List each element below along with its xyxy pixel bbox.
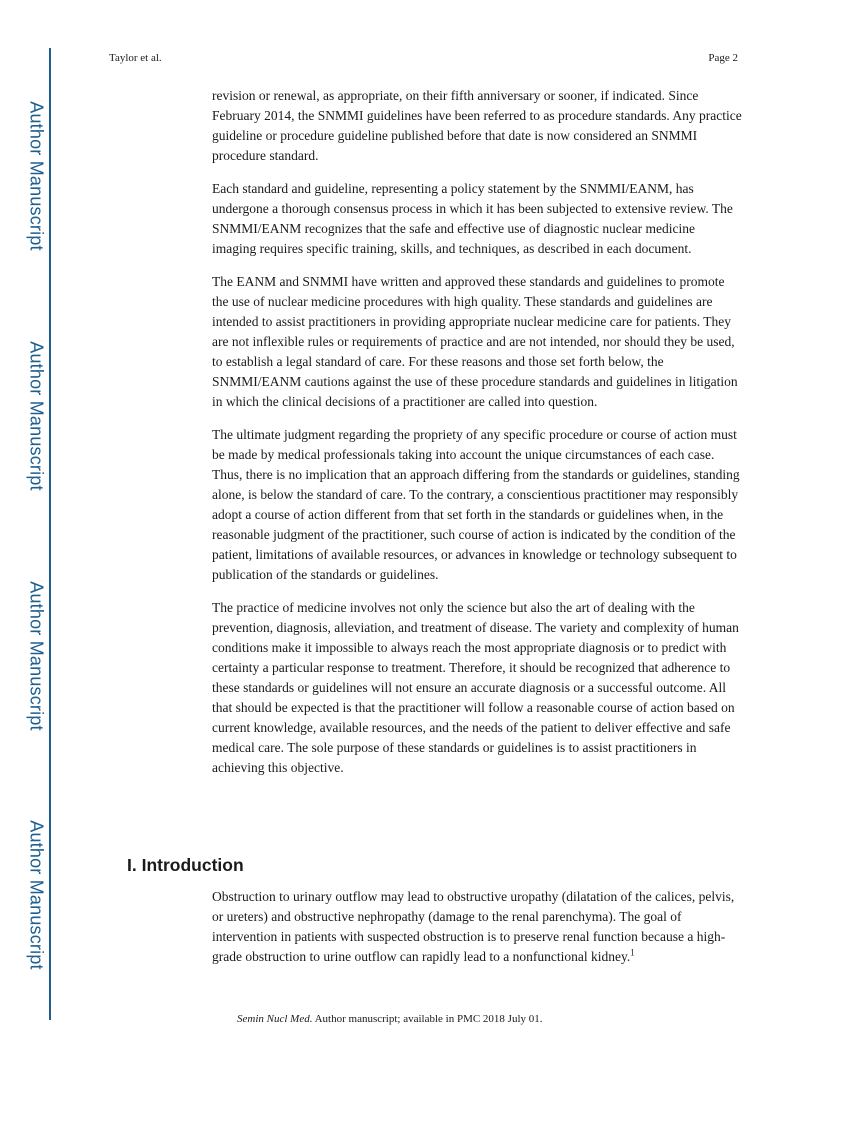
paragraph: Each standard and guideline, representing a policy statement by the SNMMI/EANM, has undergone a thorough consensus process in which it has been subjected to extensive review. The SNMMI/EANM recognizes that the safe and effective use of diagnostic nuclear medicine imaging requires specific training, skills, and techniques, as described in each document. [212,181,733,256]
introduction-text: Obstruction to urinary outflow may lead to obstructive uropathy (dilatation of the calices, pelvis, or ureters) and obstructive nephropathy (damage to the renal parenchyma). The goal of intervention in patients with suspected obstruction is to preserve renal function because a high-grade obstruction to urine outflow can rapidly lead to a nonfunctional kidney. [212,889,735,964]
paragraph: The practice of medicine involves not only the science but also the art of dealing with the prevention, diagnosis, alleviation, and treatment of disease. The variety and complexity of human conditions make it impossible to always reach the most appropriate diagnosis or to predict with certainty a particular response to treatment. Therefore, it should be recognized that adherence to these standards or guidelines will not ensure an accurate diagnosis or a successful outcome. All that should be expected is that the practitioner will follow a reasonable course of action based on current knowledge, available resources, and the needs of the patient to deliver effective and safe medical care. The sole purpose of these standards or guidelines is to assist practitioners in achieving this objective. [212,600,739,775]
paragraph: The EANM and SNMMI have written and approved these standards and guidelines to promote the use of nuclear medicine procedures with high quality. These standards and guidelines are intended to assist practitioners in providing appropriate nuclear medicine care for patients. They are not inflexible rules or requirements of practice and are not intended, nor should they be used, to establish a legal standard of care. For these reasons and those set forth below, the SNMMI/EANM cautions against the use of these procedure standards and guidelines in litigation in which the clinical decisions of a practitioner are called into question. [212,274,738,409]
page-number: Page 2 [708,52,738,64]
introduction-paragraph [212,887,742,967]
page-footer [237,1013,543,1025]
paragraph: revision or renewal, as appropriate, on their fifth anniversary or sooner, if indicated. Since February 2014, the SNMMI guidelines have been referred to as procedure standards. Any practice guideline or procedure guideline published before that date is now considered an SNMMI procedure standard. [212,88,742,163]
running-header-authors: Taylor et al. [109,52,162,64]
section-heading: I. Introduction [127,855,244,875]
paragraph: The ultimate judgment regarding the propriety of any specific procedure or course of action must be made by medical professionals taking into account the unique circumstances of each case. Thus, there is no implication that an approach differing from the standards or guidelines, standing alone, is below the standard of care. To the contrary, a conscientious practitioner may responsibly adopt a course of action different from that set forth in the standards or guidelines when, in the reasonable judgment of the practitioner, such course of action is indicated by the condition of the patient, limitations of available resources, or advances in knowledge or technology subsequent to publication of the standards or guidelines. [212,427,740,582]
body-text [212,86,742,791]
footer-text: Author manuscript; available in PMC 2018 July 01. [312,1013,543,1025]
footnote-reference[interactable]: 1 [630,947,635,958]
journal-name: Semin Nucl Med. [237,1013,313,1025]
sidebar-rule [49,48,51,1020]
